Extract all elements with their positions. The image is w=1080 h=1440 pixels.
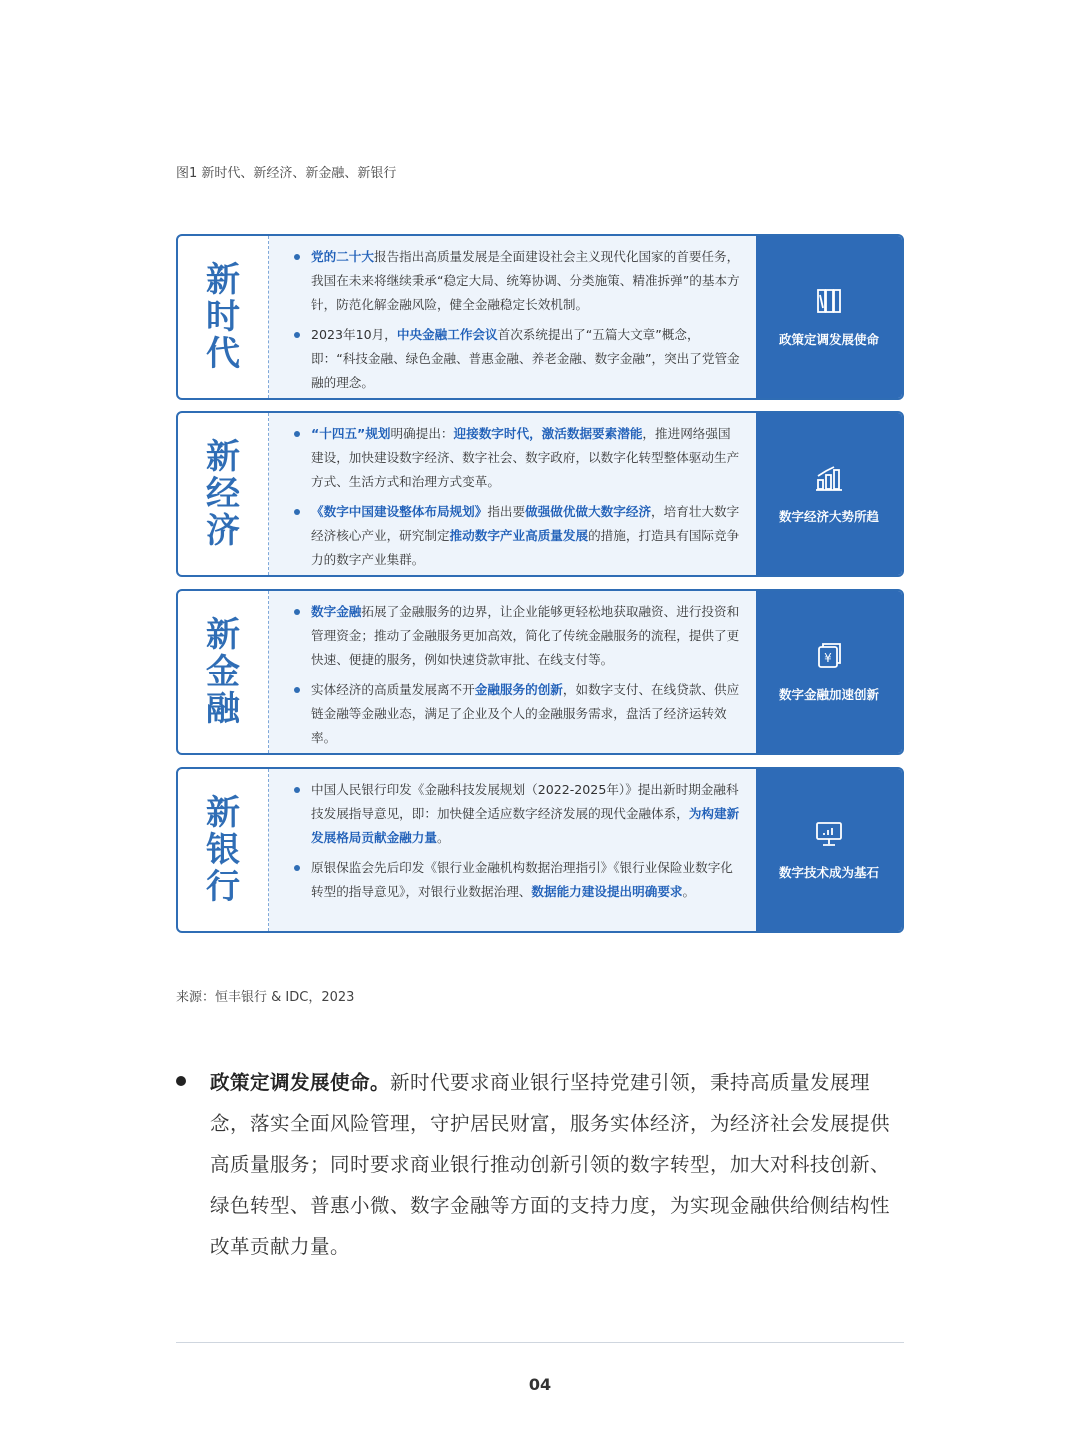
panel-side (756, 236, 902, 398)
highlight-text: 数据能力建设提出明确要求 (531, 884, 683, 899)
panel-bullet (291, 678, 742, 750)
highlight-text: 为构建新发展格局贡献金融力量 (311, 806, 740, 845)
bullet-text: ，推进网络强国建设，加快建设数字经济、数字社会、数字政府，以数字化转型整体驱动生产方式、生活方式和治理方式变革。 (311, 426, 740, 489)
panel-side-label: 数字技术成为基石 (778, 865, 879, 880)
panel-bullet (291, 245, 742, 317)
panel-title-char: 济 (206, 510, 240, 551)
bullet-text: 拓展了金融服务的边界，让企业能够更轻松地获取融资、进行投资和管理资金；推动了金融服务更加高效，简化了传统金融服务的流程，提供了更快速、便捷的服务，例如快速贷款审批、在线支付等。 (311, 604, 740, 667)
panel-title (178, 413, 269, 575)
panel-body (269, 413, 756, 575)
paragraph-lead: 政策定调发展使命。 (210, 1071, 391, 1094)
panel-side (756, 591, 902, 753)
panel-side-label: 政策定调发展使命 (778, 332, 879, 347)
highlight-text: 数字金融 (311, 604, 362, 619)
panel-title-char: 代 (206, 333, 240, 374)
bullet-text: 中国人民银行印发《金融科技发展规划（2022-2025年）》提出新时期金融科技发展指导意见，即：加快健全适应数字经济发展的现代金融体系， (311, 782, 739, 821)
panel-side-label: 数字金融加速创新 (778, 687, 879, 702)
columns-icon (814, 286, 844, 330)
panel-title (178, 591, 269, 753)
bullet-dot (176, 1076, 186, 1086)
bullet-text: 明确提出： (390, 426, 454, 441)
panel-title-char: 经 (206, 473, 240, 514)
bullet-text: ，培育壮大数字经济核心产业，研究制定 (311, 504, 740, 543)
page-number: 04 (528, 1375, 552, 1394)
paragraph-text (210, 1062, 908, 1267)
bullet-text: 指出要 (487, 504, 526, 519)
highlight-text: 迎接数字时代，激活数据要素潜能 (453, 426, 643, 441)
body-paragraph (176, 1062, 908, 1267)
panel-side-label: 数字经济大势所趋 (778, 509, 879, 524)
highlight-text: 《数字中国建设整体布局规划》 (311, 504, 488, 519)
bullet-text: 首次系统提出了“五篇大文章”概念，即：“科技金融、绿色金融、普惠金融、养老金融、数字金融”，突出了党管金融的理念。 (311, 327, 740, 390)
yuan-card-icon (814, 641, 844, 685)
footer-divider (176, 1342, 904, 1343)
highlight-text: “十四五”规划 (311, 426, 391, 441)
panel-bullet (291, 778, 742, 850)
panel-title (178, 236, 269, 398)
source-note: 来源：恒丰银行 & IDC，2023 (176, 990, 355, 1005)
highlight-text: 党的二十大 (311, 249, 374, 264)
bullet-text: 。 (682, 884, 696, 899)
bullet-text: 实体经济的高质量发展离不开 (311, 682, 475, 697)
panel-title-char: 银 (206, 829, 240, 870)
highlight-text: 中央金融工作会议 (396, 327, 498, 342)
panel-side (756, 413, 902, 575)
panel-title-char: 行 (206, 866, 240, 907)
panel-body (269, 591, 756, 753)
highlight-text: 金融服务的创新 (474, 682, 563, 697)
panel-title-char: 新 (206, 614, 240, 655)
panel-title-char: 新 (206, 792, 240, 833)
panel-bullet (291, 600, 742, 672)
panel (176, 234, 904, 400)
bullet-text: 2023年10月， (311, 327, 397, 342)
panel-bullet (291, 856, 742, 904)
bullet-text: 。 (436, 830, 450, 845)
highlight-text: 推动数字产业高质量发展 (449, 528, 589, 543)
panel (176, 411, 904, 577)
panel-title (178, 769, 269, 931)
panel-body (269, 236, 756, 398)
monitor-icon (814, 819, 844, 863)
panel (176, 589, 904, 755)
bullet-text: 原银保监会先后印发《银行业金融机构数据治理指引》《银行业保险业数字化转型的指导意见》，对银行业数据治理、 (311, 860, 733, 899)
panel-title-char: 新 (206, 259, 240, 300)
panel-bullet (291, 500, 742, 572)
panel-bullet (291, 422, 742, 494)
bullet-text: 报告指出高质量发展是全面建设社会主义现代化国家的首要任务，我国在未来将继续秉承“稳定大局、统筹协调、分类施策、精准拆弹”的基本方针，防范化解金融风险，健全金融稳定长效机制。 (311, 249, 740, 312)
panel-title-char: 新 (206, 436, 240, 477)
panel-bullet (291, 323, 742, 395)
panel-body (269, 769, 756, 931)
svg-text:¥: ¥ (824, 651, 832, 665)
panel-title-char: 融 (206, 688, 240, 729)
bullet-text: 的措施，打造具有国际竞争力的数字产业集群。 (311, 528, 740, 567)
figure-caption: 图1 新时代、新经济、新金融、新银行 (176, 166, 397, 181)
paragraph-body: 新时代要求商业银行坚持党建引领，秉持高质量发展理念，落实全面风险管理，守护居民财富，服务实体经济，为经济社会发展提供高质量服务；同时要求商业银行推动创新引领的数字转型，加大对科技创新、绿色转型、普惠小微、数字金融等方面的支持力度，为实现金融供给侧结构性改革贡献力量。 (210, 1071, 891, 1258)
highlight-text: 做强做优做大数字经济 (525, 504, 652, 519)
bullet-text: ，如数字支付、在线贷款、供应链金融等金融业态，满足了企业及个人的金融服务需求，盘活了经济运转效率。 (311, 682, 740, 745)
bar-chart-icon (814, 463, 844, 507)
panel-title-char: 时 (206, 296, 240, 337)
panel-title-char: 金 (206, 651, 240, 692)
panel-side (756, 769, 902, 931)
panel (176, 767, 904, 933)
